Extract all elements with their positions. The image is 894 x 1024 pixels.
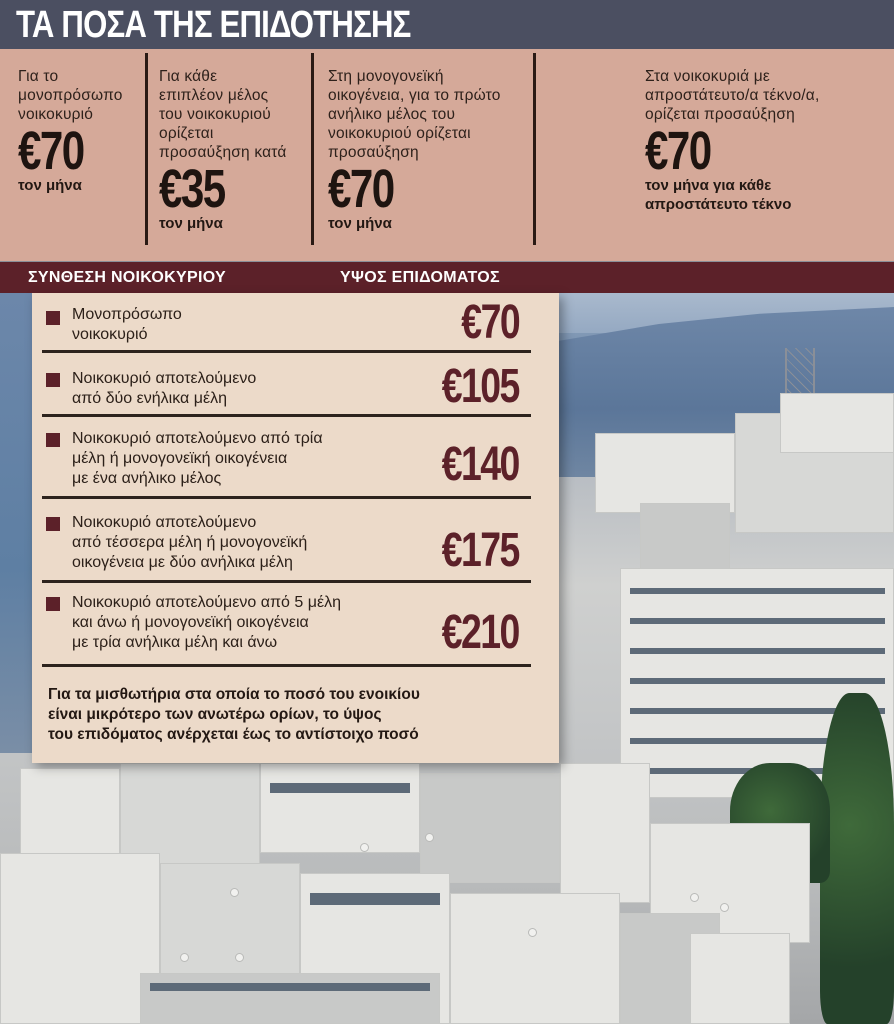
square-bullet-icon <box>46 517 60 531</box>
info-text: Στα νοικοκυριά με <box>645 68 771 85</box>
allowance-table <box>32 293 559 763</box>
row-description-line: από δύο ενήλικα μέλη <box>72 390 227 407</box>
row-description-line: Νοικοκυριό αποτελούμενο από τρία <box>72 430 323 447</box>
row-description-line: με τρία ανήλικα μέλη και άνω <box>72 634 278 651</box>
info-text: του νοικοκυριού <box>159 106 271 123</box>
info-period: τον μήνα <box>159 215 223 232</box>
page-title: ΤΑ ΠΟΣΑ ΤΗΣ ΕΠΙΔΟΤΗΣΗΣ <box>16 4 411 46</box>
square-bullet-icon <box>46 311 60 325</box>
satellite-dish-icon <box>528 928 537 937</box>
satellite-dish-icon <box>360 843 369 852</box>
satellite-dish-icon <box>230 888 239 897</box>
window-row <box>150 983 430 991</box>
window-row <box>630 588 885 594</box>
row-description-line: από τέσσερα μέλη ή μονογονεϊκή <box>72 534 308 551</box>
info-text: νοικοκυριό <box>18 106 94 123</box>
row-description-line: μέλη ή μονογονεϊκή οικογένεια <box>72 450 288 467</box>
satellite-dish-icon <box>720 903 729 912</box>
row-description <box>72 429 323 489</box>
building <box>780 393 894 453</box>
info-column-extra-member <box>159 67 309 233</box>
window-row <box>630 678 885 684</box>
info-column-single <box>18 67 143 195</box>
satellite-dish-icon <box>425 833 434 842</box>
table-row <box>42 417 531 499</box>
row-description-line: νοικοκυριό <box>72 326 148 343</box>
building <box>450 893 620 1024</box>
row-description-line: Νοικοκυριό αποτελούμενο <box>72 370 257 387</box>
info-amount: €70 <box>328 159 394 219</box>
tree <box>820 693 894 1024</box>
row-description-line: και άνω ή μονογονεϊκή οικογένεια <box>72 614 309 631</box>
satellite-dish-icon <box>690 893 699 902</box>
window-row <box>310 893 440 905</box>
table-row <box>42 499 531 583</box>
table-row <box>42 353 531 417</box>
footnote-line: Για τα μισθωτήρια στα οποία το ποσό του ενοικίου <box>48 686 420 703</box>
table-row <box>42 293 531 353</box>
row-description <box>72 593 341 653</box>
info-text: μονοπρόσωπο <box>18 87 123 104</box>
row-description-line: Νοικοκυριό αποτελούμενο από 5 μέλη <box>72 594 341 611</box>
satellite-dish-icon <box>235 953 244 962</box>
info-amount: €70 <box>645 121 711 181</box>
building <box>420 773 560 883</box>
building <box>20 768 120 858</box>
info-period: τον μήνα <box>328 215 392 232</box>
building <box>0 853 160 1024</box>
info-text: ανήλικο μέλος του <box>328 106 456 123</box>
info-text: προσαύξηση κατά <box>159 144 287 161</box>
row-value: €210 <box>441 606 519 659</box>
row-value: €105 <box>441 360 519 413</box>
info-column-single-parent <box>328 67 533 233</box>
info-text: ορίζεται <box>159 125 214 142</box>
info-text: προσαύξηση <box>328 144 419 161</box>
building <box>260 763 420 853</box>
square-bullet-icon <box>46 597 60 611</box>
info-text: απροστάτευτο/α τέκνο/α, <box>645 87 820 104</box>
window-row <box>630 648 885 654</box>
info-text: οικογένεια, για το πρώτο <box>328 87 501 104</box>
row-description-line: Νοικοκυριό αποτελούμενο <box>72 514 257 531</box>
info-text: νοικοκυριού ορίζεται <box>328 125 471 142</box>
column-divider <box>145 53 148 245</box>
info-period: απροστάτευτο τέκνο <box>645 196 792 213</box>
info-period: τον μήνα <box>18 177 82 194</box>
column-header-composition: ΣΥΝΘΕΣΗ ΝΟΙΚΟΚΥΡΙΟΥ <box>28 269 226 286</box>
info-text: Στη μονογονεϊκή <box>328 68 444 85</box>
footnote-line: του επιδόματος ανέρχεται έως το αντίστοιχο ποσό <box>48 726 419 743</box>
window-row <box>270 783 410 793</box>
building <box>640 503 730 573</box>
building <box>690 933 790 1024</box>
row-description <box>72 513 307 573</box>
row-description-line: οικογένεια με δύο ανήλικα μέλη <box>72 554 293 571</box>
row-description-line: Μονοπρόσωπο <box>72 306 182 323</box>
info-text: ορίζεται προσαύξηση <box>645 106 795 123</box>
info-amount: €70 <box>18 121 84 181</box>
row-value: €175 <box>441 524 519 577</box>
column-divider <box>311 53 314 245</box>
footnote <box>48 685 548 745</box>
footnote-line: είναι μικρότερο των ανωτέρω ορίων, το ύψος <box>48 706 382 723</box>
info-text: επιπλέον μέλος <box>159 87 269 104</box>
info-amount: €35 <box>159 159 225 219</box>
row-description-line: με ένα ανήλικο μέλος <box>72 470 222 487</box>
info-column-unprotected-child <box>645 67 875 214</box>
building <box>595 433 735 513</box>
info-text: Για κάθε <box>159 68 218 85</box>
square-bullet-icon <box>46 433 60 447</box>
info-period: τον μήνα για κάθε <box>645 177 772 194</box>
column-header-amount: ΥΨΟΣ ΕΠΙΔΟΜΑΤΟΣ <box>340 269 500 286</box>
satellite-dish-icon <box>180 953 189 962</box>
table-header <box>0 262 894 293</box>
info-text: Για το <box>18 68 59 85</box>
row-description <box>72 305 182 345</box>
row-value: €70 <box>461 296 519 349</box>
building <box>140 973 440 1024</box>
mountain-left <box>0 293 32 753</box>
building <box>560 763 650 903</box>
row-value: €140 <box>441 438 519 491</box>
column-divider <box>533 53 536 245</box>
row-description <box>72 369 256 409</box>
title-bar <box>0 0 894 49</box>
window-row <box>630 618 885 624</box>
table-row <box>42 583 531 667</box>
top-band <box>0 49 894 261</box>
square-bullet-icon <box>46 373 60 387</box>
